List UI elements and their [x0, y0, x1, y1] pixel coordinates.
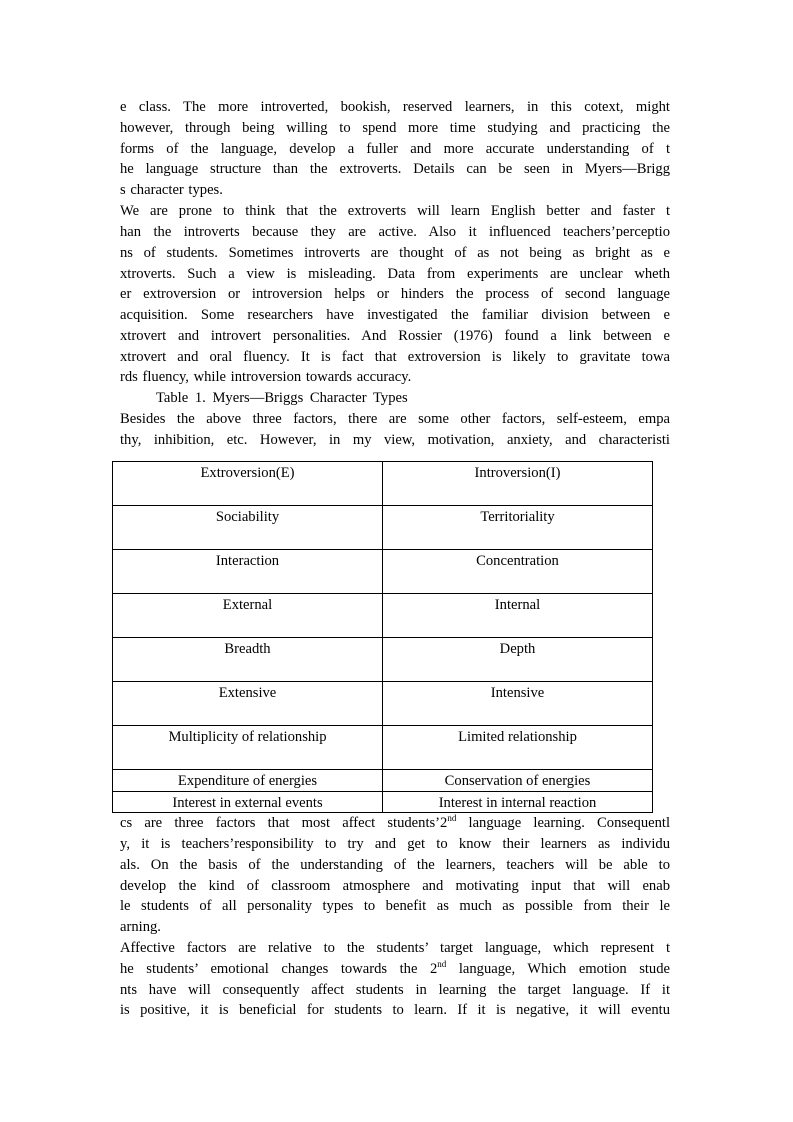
table-row — [113, 682, 653, 726]
table-cell: Breadth — [113, 638, 383, 682]
text-line: e class. The more introverted, bookish, reserved learners, in this cotext, might — [120, 99, 670, 115]
text-line: rds fluency, while introversion towards accuracy. — [120, 369, 412, 385]
table-cell: Sociability — [113, 506, 383, 550]
text-line: xtrovert and introvert personalities. And Rossier (1976) found a link between e — [120, 328, 670, 344]
text-segment: language, Which emotion stude — [446, 961, 670, 977]
text-line: forms of the language, develop a fuller and more accurate understanding of t — [120, 141, 670, 157]
text-line: y, it is teachers’responsibility to try and get to know their learners as individu — [120, 836, 670, 852]
table-row — [113, 726, 653, 770]
table-cell: Internal — [383, 594, 653, 638]
text-line: however, through being willing to spend more time studying and practicing the — [120, 120, 670, 136]
ordinal-suffix: nd — [447, 813, 457, 823]
text-segment: cs are three factors that most affect students’2 — [120, 815, 448, 831]
text-line: arning. — [120, 919, 161, 935]
text-line: als. On the basis of the understanding of the learners, teachers will be able to — [120, 857, 670, 873]
table-cell: Conservation of energies — [383, 770, 653, 792]
table-row — [113, 770, 653, 792]
table-caption: Table 1. Myers—Briggs Character Types — [156, 390, 408, 406]
table-cell: Intensive — [383, 682, 653, 726]
table-row — [113, 638, 653, 682]
text-line: he language structure than the extroverts. Details can be seen in Myers—Brigg — [120, 161, 670, 177]
text-line: Besides the above three factors, there are some other factors, self-esteem, empa — [120, 411, 670, 427]
text-line: er extroversion or introversion helps or hinders the process of second language — [120, 286, 670, 302]
text-line: develop the kind of classroom atmosphere and motivating input that will enab — [120, 878, 670, 894]
table-row — [113, 594, 653, 638]
table-header-row — [113, 462, 653, 506]
table-cell: Expenditure of energies — [113, 770, 383, 792]
table-header-cell: Introversion(I) — [383, 462, 653, 506]
table-cell: Limited relationship — [383, 726, 653, 770]
table-cell: Extensive — [113, 682, 383, 726]
table-cell: Territoriality — [383, 506, 653, 550]
table-header-cell: Extroversion(E) — [113, 462, 383, 506]
character-types-table — [112, 461, 653, 813]
text-line: is positive, it is beneficial for students to learn. If it is negative, it will eventu — [120, 1002, 670, 1018]
text-line: xtrovert and oral fluency. It is fact that extroversion is likely to gravitate towa — [120, 349, 670, 365]
text-line: han the introverts because they are active. Also it influenced teachers’perceptio — [120, 224, 670, 240]
table-cell: Interaction — [113, 550, 383, 594]
text-line: xtroverts. Such a view is misleading. Data from experiments are unclear wheth — [120, 266, 670, 282]
text-line — [120, 813, 670, 833]
table-row — [113, 550, 653, 594]
text-line: acquisition. Some researchers have investigated the familiar division between e — [120, 307, 670, 323]
text-line: We are prone to think that the extroverts will learn English better and faster t — [120, 203, 670, 219]
text-line: s character types. — [120, 182, 223, 198]
table-cell: Concentration — [383, 550, 653, 594]
text-segment: he students’ emotional changes towards the 2 — [120, 961, 438, 977]
table-row — [113, 792, 653, 813]
text-line: ns of students. Sometimes introverts are thought of as not being as bright as e — [120, 245, 670, 261]
table-row — [113, 506, 653, 550]
text-line: le students of all personality types to benefit as much as possible from their le — [120, 898, 670, 914]
text-line — [120, 959, 670, 979]
table-cell: External — [113, 594, 383, 638]
text-segment: language learning. Consequentl — [456, 815, 670, 831]
table-cell: Interest in external events — [113, 792, 383, 813]
ordinal-suffix: nd — [437, 959, 447, 969]
table-cell: Interest in internal reaction — [383, 792, 653, 813]
text-line: Affective factors are relative to the students’ target language, which represent t — [120, 940, 670, 956]
table-cell: Multiplicity of relationship — [113, 726, 383, 770]
text-line: nts have will consequently affect students in learning the target language. If it — [120, 982, 670, 998]
table-cell: Depth — [383, 638, 653, 682]
text-line: thy, inhibition, etc. However, in my view, motivation, anxiety, and characteristi — [120, 432, 670, 448]
